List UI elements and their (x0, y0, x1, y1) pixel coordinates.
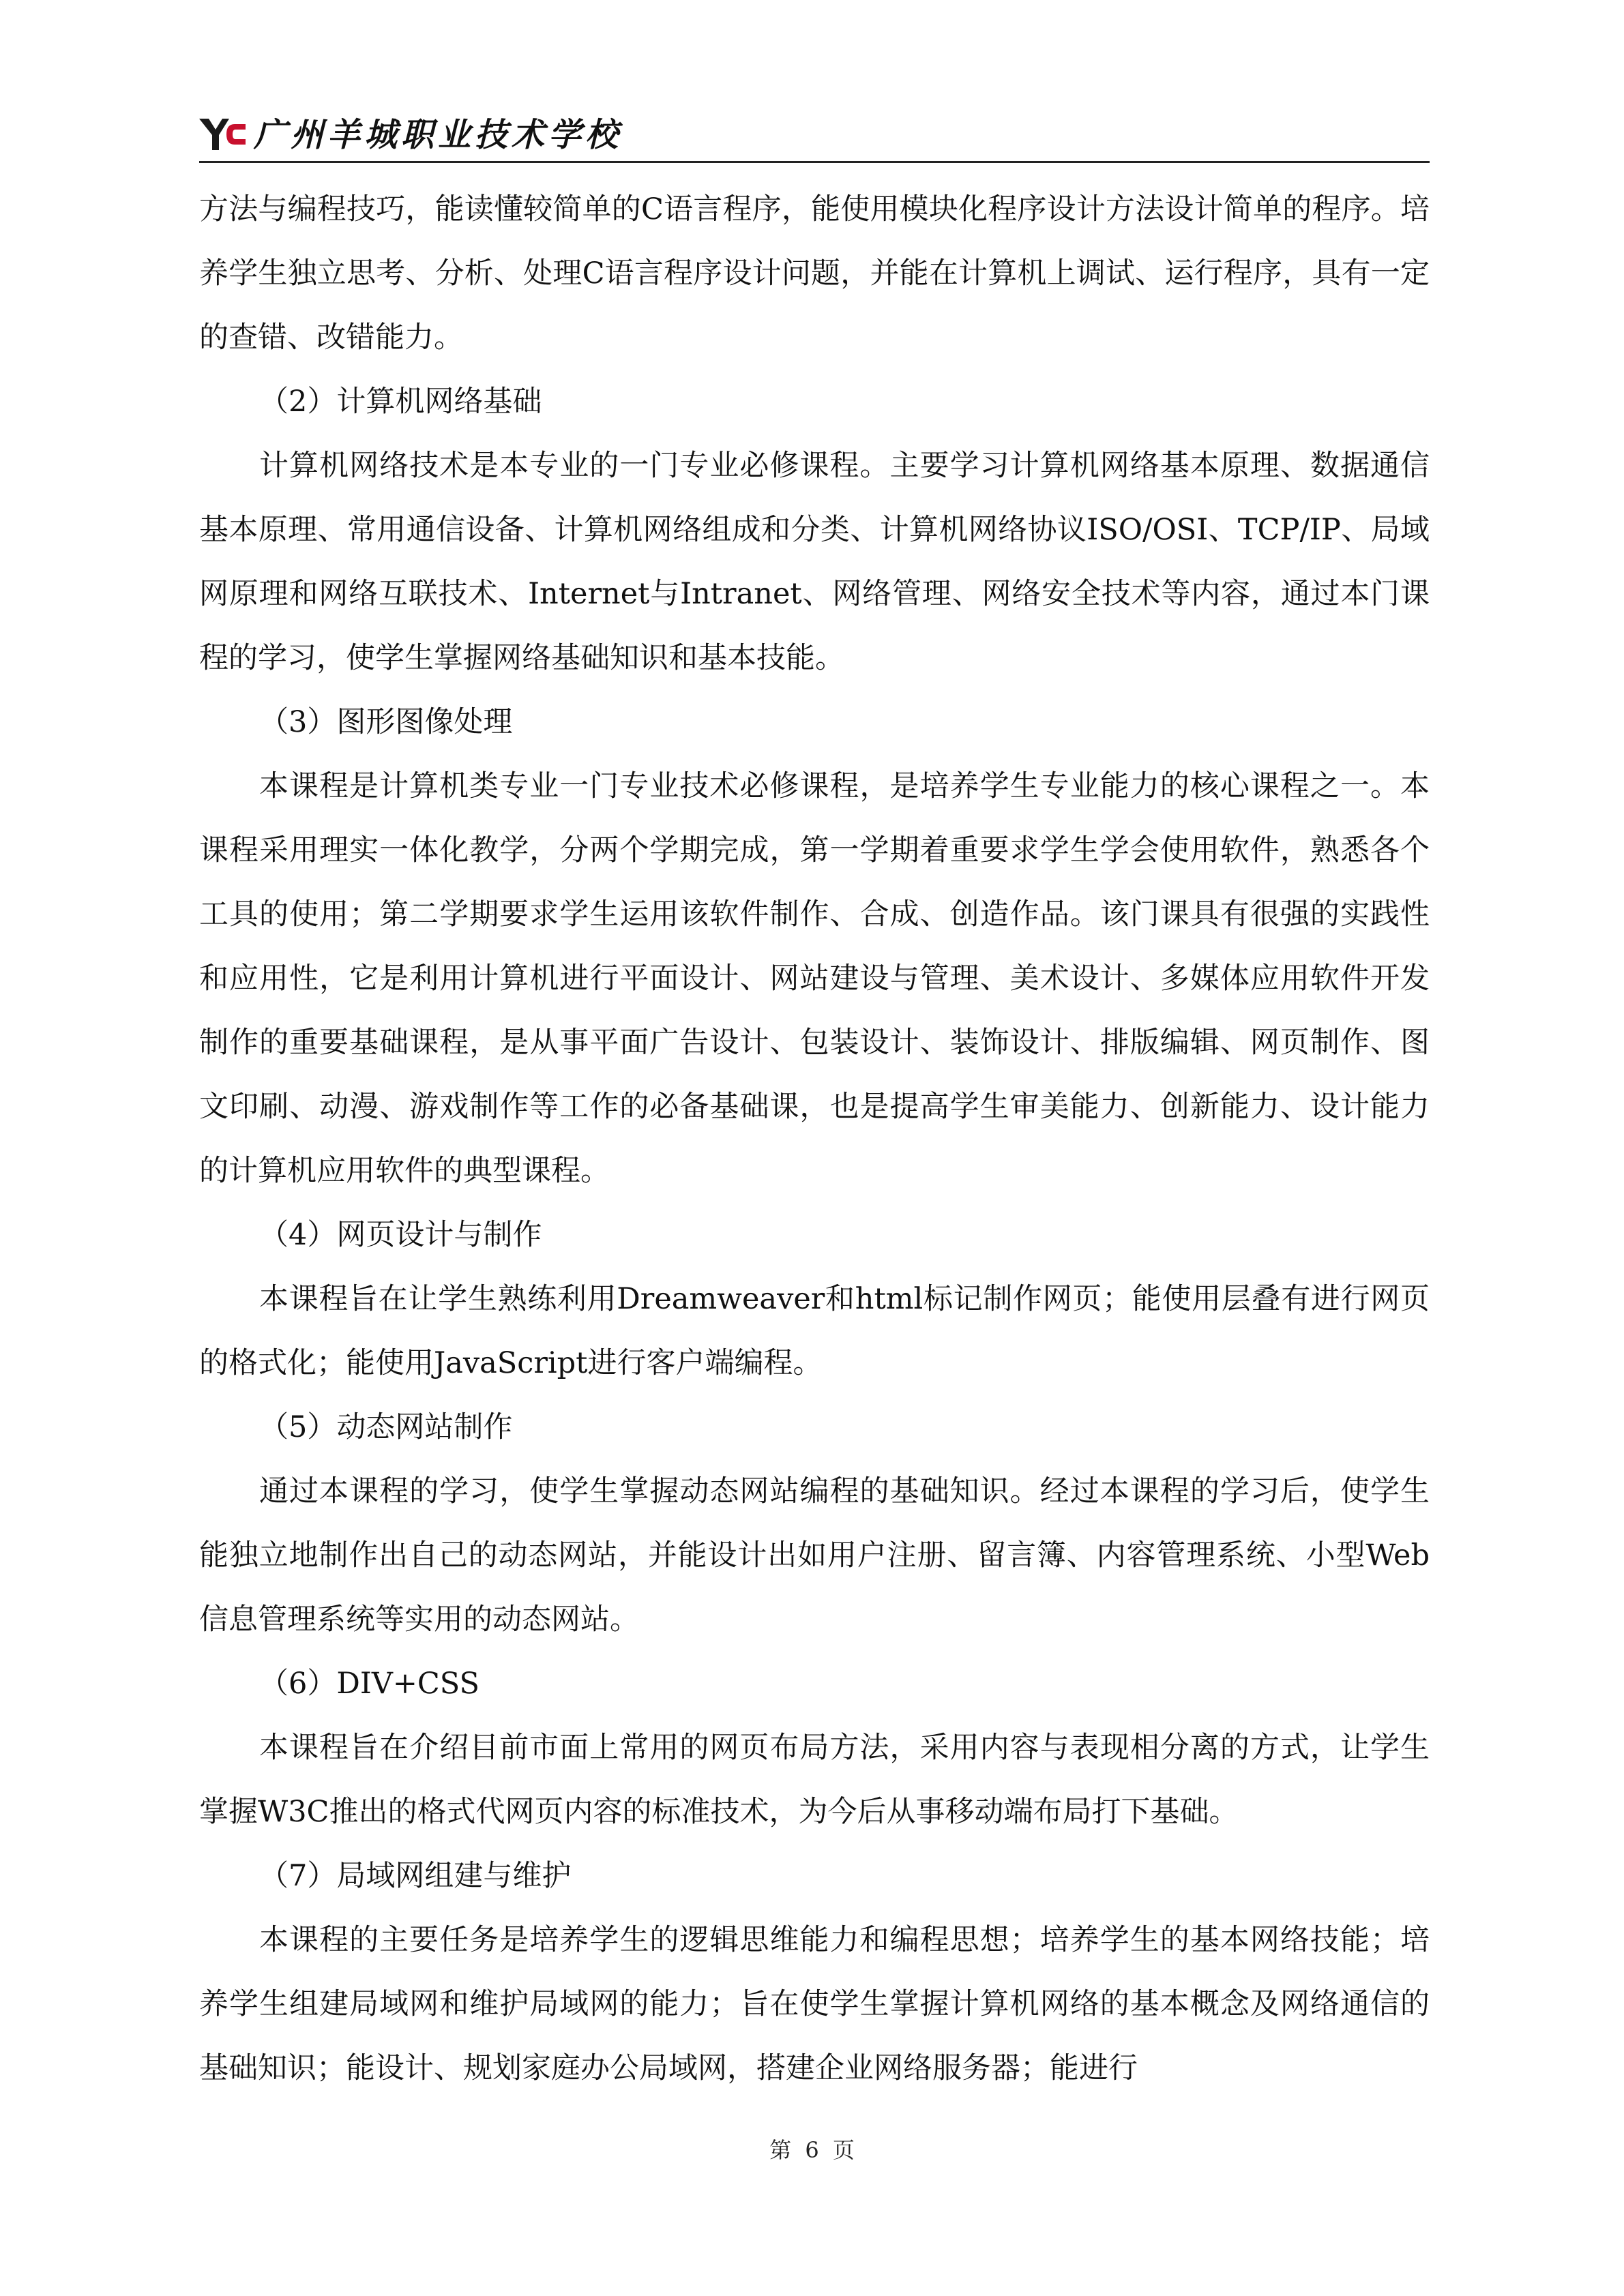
heading-network-basics: （2）计算机网络基础 (259, 385, 542, 419)
paragraph-c-language-continued: 方法与编程技巧，能读懂较简单的C语言程序，能使用模块化程序设计方法设计简单的程序。培养学生独立思考、分析、处理C语言程序设计问题，并能在计算机上调试、运行程序，具有一定的查错、改错能力。 (199, 192, 1430, 355)
document-body (199, 177, 1430, 2100)
heading-web-design: （4）网页设计与制作 (259, 1218, 542, 1252)
heading-div-css: （6）DIV+CSS (259, 1667, 479, 1701)
school-name: 广州羊城职业技术学校 (254, 116, 623, 154)
page-number: 第 6 页 (769, 2137, 855, 2163)
school-logo-icon (199, 119, 247, 150)
paragraph-web-design: 本课程旨在让学生熟练利用Dreamweaver和html标记制作网页；能使用层叠有进行网页的格式化；能使用JavaScript进行客户端编程。 (199, 1282, 1430, 1380)
heading-graphics-processing: （3）图形图像处理 (259, 705, 513, 739)
paragraph-graphics-processing: 本课程是计算机类专业一门专业技术必修课程，是培养学生专业能力的核心课程之一。本课程采用理实一体化教学，分两个学期完成，第一学期着重要求学生学会使用软件，熟悉各个工具的使用；第二学期要求学生运用该软件制作、合成、创造作品。该门课具有很强的实践性和应用性，它是利用计算机进行平面设计、网站建设与管理、美术设计、多媒体应用软件开发制作的重要基础课程，是从事平面广告设计、包装设计、装饰设计、排版编辑、网页制作、图文印刷、动漫、游戏制作等工作的必备基础课，也是提高学生审美能力、创新能力、设计能力的计算机应用软件的典型课程。 (199, 769, 1430, 1188)
paragraph-div-css: 本课程旨在介绍目前市面上常用的网页布局方法，采用内容与表现相分离的方式，让学生掌握W3C推出的格式代网页内容的标准技术，为今后从事移动端布局打下基础。 (199, 1731, 1430, 1829)
paragraph-network-basics: 计算机网络技术是本专业的一门专业必修课程。主要学习计算机网络基本原理、数据通信基本原理、常用通信设备、计算机网络组成和分类、计算机网络协议ISO/OSI、TCP/IP、局域网原理和网络互联技术、Internet与Intranet、网络管理、网络安全技术等内容，通过本门课程的学习，使学生掌握网络基础知识和基本技能。 (199, 449, 1430, 675)
header-divider (199, 161, 1430, 163)
page-header (199, 115, 1430, 158)
heading-dynamic-website: （5）动态网站制作 (259, 1410, 513, 1444)
paragraph-lan: 本课程的主要任务是培养学生的逻辑思维能力和编程思想；培养学生的基本网络技能；培养学生组建局域网和维护局域网的能力；旨在使学生掌握计算机网络的基本概念及网络通信的基础知识；能设计、规划家庭办公局域网，搭建企业网络服务器；能进行 (199, 1923, 1430, 2085)
heading-lan: （7）局域网组建与维护 (259, 1859, 572, 1893)
paragraph-dynamic-website: 通过本课程的学习，使学生掌握动态网站编程的基础知识。经过本课程的学习后，使学生能独立地制作出自己的动态网站，并能设计出如用户注册、留言簿、内容管理系统、小型Web信息管理系统等实用的动态网站。 (199, 1474, 1430, 1637)
